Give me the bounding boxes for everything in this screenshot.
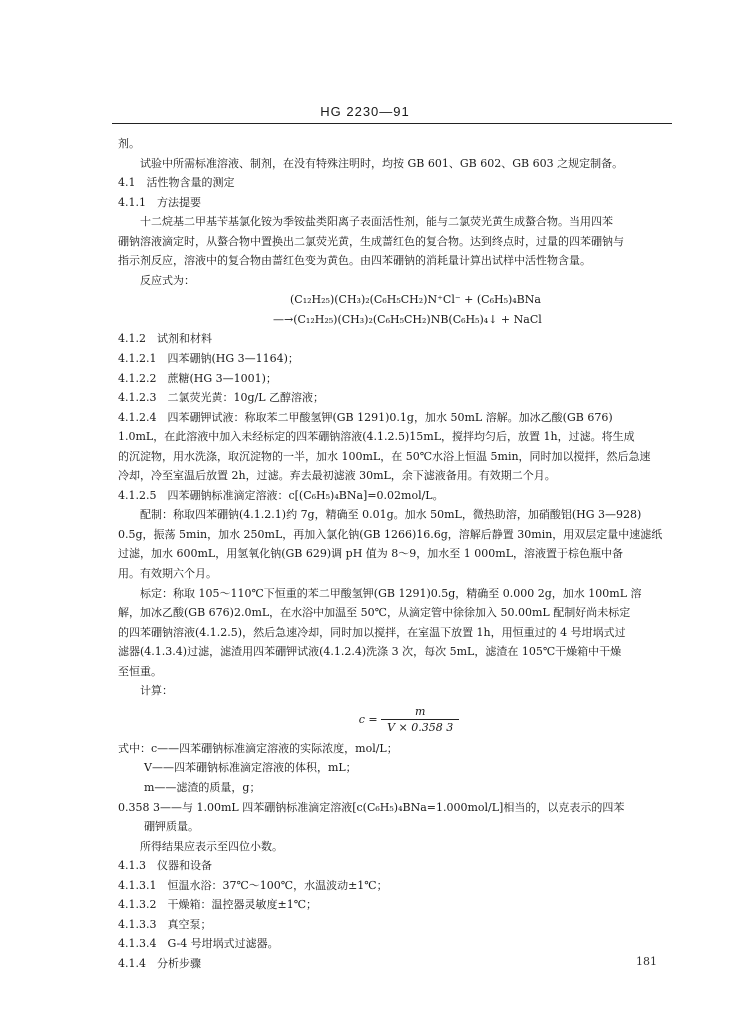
formula-lhs: c =	[358, 712, 378, 726]
section-heading: 4.1.4 分析步骤	[118, 956, 201, 970]
text-line: 试验中所需标准溶液、制剂，在没有特殊注明时，均按 GB 601、GB 602、GB 603 之规定制备。	[140, 156, 624, 170]
formula-denominator: V × 0.358 3	[387, 721, 454, 735]
text-line: 0.5g，振荡 5min，加水 250mL，再加入氯化钠(GB 1266)16.6g，溶解后静置 30min，用双层定量中速滤纸	[118, 527, 663, 541]
header-rule	[112, 123, 672, 124]
variable-definition: m——滤渣的质量，g；	[144, 780, 261, 794]
concentration-formula	[118, 701, 670, 739]
text-line: 标定：称取 105～110℃下恒重的苯二甲酸氢钾(GB 1291)0.5g，精确至 0.000 2g，加水 100mL 溶	[140, 586, 642, 600]
text-line: 硼钠溶液滴定时，从螯合物中置换出二氯荧光黄，生成蔷红色的复合物。达到终点时，过量的四苯硼钠与	[118, 234, 624, 248]
text-line: 滤器(4.1.3.4)过滤，滤渣用四苯硼钾试液(4.1.2.4)洗涤 3 次，每次 5mL，滤渣在 105℃干燥箱中干燥	[118, 645, 622, 659]
section-heading: 4.1.2 试剂和材料	[118, 332, 212, 346]
list-item: 4.1.3.1 恒温水浴：37℃～100℃，水温波动±1℃；	[118, 878, 388, 892]
variable-definition: 式中：c——四苯硼钠标准滴定溶液的实际浓度，mol/L；	[118, 741, 398, 755]
text-line: 过滤，加水 600mL，用氢氧化钠(GB 629)调 pH 值为 8～9，加水至 1 000mL，溶液置于棕色瓶中备	[118, 547, 624, 561]
text-line: 的四苯硼钠溶液(4.1.2.5)，然后急速冷却，同时加以搅拌，在室温下放置 1h，用恒重过的 4 号坩埚式过	[118, 625, 626, 639]
standard-code-header: HG 2230—91	[320, 104, 410, 119]
list-item: 4.1.2.1 四苯硼钠(HG 3—1164)；	[118, 352, 299, 366]
section-heading: 4.1.1 方法提要	[118, 195, 201, 209]
formula-fraction	[381, 704, 459, 735]
text-line: 硼钾质量。	[144, 820, 199, 834]
formula-numerator: m	[381, 704, 459, 720]
list-item: 4.1.2.2 蔗糖(HG 3—1001)；	[118, 371, 277, 385]
list-item: 4.1.2.3 二氯荧光黄：10g/L 乙醇溶液；	[118, 391, 325, 405]
variable-definition: V——四苯硼钠标准滴定溶液的体积，mL；	[144, 761, 357, 775]
text-line: 所得结果应表示至四位小数。	[140, 839, 283, 853]
section-heading: 4.1 活性物含量的测定	[118, 176, 235, 190]
list-item: 4.1.2.5 四苯硼钠标准滴定溶液：c[(C₆H₅)₄BNa]=0.02mol/L。	[118, 488, 444, 502]
list-item: 4.1.2.4 四苯硼钾试液：称取苯二甲酸氢钾(GB 1291)0.1g，加水 50mL 溶解。加冰乙酸(GB 676)	[118, 410, 613, 424]
list-item: 4.1.3.2 干燥箱：温控器灵敏度±1℃；	[118, 898, 318, 912]
text-line: 用。有效期六个月。	[118, 567, 217, 581]
text-line: 配制：称取四苯硼钠(4.1.2.1)约 7g，精确至 0.01g。加水 50mL，微热助溶，加硝酸铝(HG 3—928)	[140, 508, 642, 522]
reaction-equation: (C₁₂H₂₅)(CH₃)₂(C₆H₅CH₂)N⁺Cl⁻ + (C₆H₅)₄BNa	[290, 293, 541, 307]
page-number: 181	[636, 955, 657, 968]
list-item: 4.1.3.4 G-4 号坩埚式过滤器。	[118, 937, 279, 951]
text-line: 的沉淀物，用水洗涤，取沉淀物的一半，加水 100mL，在 50℃水浴上恒温 5min，同时加以搅拌，然后急速	[118, 449, 651, 463]
variable-definition: 0.358 3——与 1.00mL 四苯硼钠标准滴定溶液[c(C₆H₅)₄BNa=1.000mol/L]相当的，以克表示的四苯	[118, 800, 625, 814]
text-line: 反应式为：	[140, 273, 195, 287]
text-line: 剂。	[118, 137, 140, 150]
text-line: 计算：	[140, 684, 173, 698]
section-heading: 4.1.3 仪器和设备	[118, 859, 212, 873]
text-line: 指示剂反应，溶液中的复合物由蔷红色变为黄色。由四苯硼钠的消耗量计算出试样中活性物含量。	[118, 254, 591, 268]
document-body	[118, 134, 670, 973]
text-line: 解，加冰乙酸(GB 676)2.0mL，在水浴中加温至 50℃，从滴定管中徐徐加入 50.00mL 配制好尚未标定	[118, 606, 631, 620]
text-line: 至恒重。	[118, 664, 162, 678]
text-line: 冷却，冷至室温后放置 2h，过滤。弃去最初滤液 30mL，余下滤液备用。有效期二个月。	[118, 469, 556, 483]
reaction-equation: —→(C₁₂H₂₅)(CH₃)₂(C₆H₅CH₂)NB(C₆H₅)₄↓ + NaCl	[273, 312, 542, 326]
text-line: 十二烷基二甲基苄基氯化铵为季铵盐类阳离子表面活性剂，能与二氯荧光黄生成螯合物。当用四苯	[140, 215, 613, 229]
list-item: 4.1.3.3 真空泵；	[118, 917, 212, 931]
text-line: 1.0mL，在此溶液中加入未经标定的四苯硼钠溶液(4.1.2.5)15mL，搅拌均匀后，放置 1h，过滤。将生成	[118, 430, 635, 444]
